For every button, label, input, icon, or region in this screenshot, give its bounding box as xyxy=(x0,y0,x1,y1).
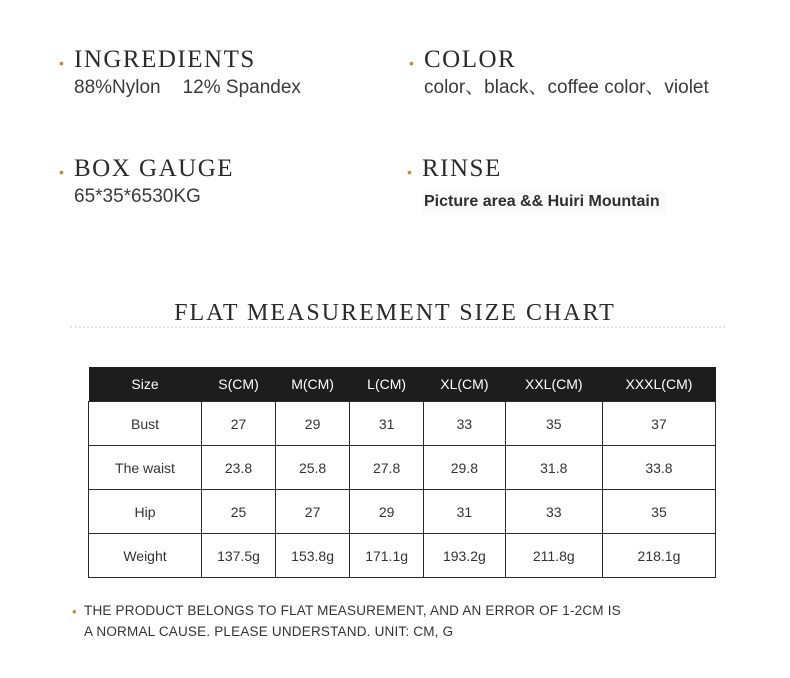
measurement-note xyxy=(72,600,644,642)
table-cell: 25 xyxy=(202,490,276,534)
table-cell: 37 xyxy=(602,402,715,446)
size-chart-title: FLAT MEASUREMENT SIZE CHART xyxy=(174,300,616,326)
ingredients-section xyxy=(59,46,374,100)
table-row xyxy=(89,402,716,446)
size-table xyxy=(88,367,716,578)
bullet-dot: • xyxy=(409,55,414,71)
header-cell: S(CM) xyxy=(202,367,276,402)
rinse-heading: RINSE xyxy=(422,155,502,182)
table-row xyxy=(89,534,716,578)
header-cell: L(CM) xyxy=(350,367,424,402)
table-cell: 29 xyxy=(350,490,424,534)
ingredient-nylon: 88%Nylon xyxy=(74,77,161,98)
box-gauge-value: 65*35*6530KG xyxy=(74,186,201,207)
table-cell: 33 xyxy=(424,402,506,446)
row-label: The waist xyxy=(89,446,202,490)
table-cell: 35 xyxy=(505,402,602,446)
row-label: Weight xyxy=(89,534,202,578)
title-divider xyxy=(70,326,725,328)
table-row xyxy=(89,446,716,490)
table-cell: 153.8g xyxy=(276,534,350,578)
header-cell: XXL(CM) xyxy=(505,367,602,402)
table-cell: 27 xyxy=(202,402,276,446)
rinse-value: Picture area && Huiri Mountain xyxy=(422,191,666,213)
ingredients-value xyxy=(74,76,374,100)
row-label: Hip xyxy=(89,490,202,534)
table-cell: 29 xyxy=(276,402,350,446)
table-cell: 171.1g xyxy=(350,534,424,578)
box-gauge-section xyxy=(59,155,374,209)
note-line-2: A NORMAL CAUSE. PLEASE UNDERSTAND. UNIT: CM, G xyxy=(84,624,454,639)
header-cell: M(CM) xyxy=(276,367,350,402)
ingredients-heading: INGREDIENTS xyxy=(74,46,256,73)
box-gauge-heading: BOX GAUGE xyxy=(74,155,235,182)
bullet-dot: • xyxy=(59,55,64,71)
table-cell: 25.8 xyxy=(276,446,350,490)
table-cell: 31 xyxy=(424,490,506,534)
bullet-dot: • xyxy=(59,164,64,180)
rinse-section xyxy=(407,155,722,213)
table-cell: 35 xyxy=(602,490,715,534)
bullet-dot: • xyxy=(72,604,77,619)
bullet-dot: • xyxy=(407,164,412,180)
table-row xyxy=(89,490,716,534)
table-cell: 27.8 xyxy=(350,446,424,490)
row-label: Bust xyxy=(89,402,202,446)
header-cell: XL(CM) xyxy=(424,367,506,402)
table-cell: 33 xyxy=(505,490,602,534)
table-cell: 27 xyxy=(276,490,350,534)
color-section xyxy=(409,46,724,100)
note-line-1: THE PRODUCT BELONGS TO FLAT MEASUREMENT, AND AN ERROR OF 1-2CM IS xyxy=(84,603,621,618)
header-cell: Size xyxy=(89,367,202,402)
table-cell: 33.8 xyxy=(602,446,715,490)
table-cell: 137.5g xyxy=(202,534,276,578)
table-cell: 211.8g xyxy=(505,534,602,578)
table-header-row xyxy=(89,367,716,402)
table-cell: 31.8 xyxy=(505,446,602,490)
table-cell: 218.1g xyxy=(602,534,715,578)
color-value: color、black、coffee color、violet xyxy=(424,77,709,98)
ingredient-spandex: 12% Spandex xyxy=(182,77,301,98)
color-heading: COLOR xyxy=(424,46,517,73)
table-cell: 29.8 xyxy=(424,446,506,490)
header-cell: XXXL(CM) xyxy=(602,367,715,402)
table-cell: 23.8 xyxy=(202,446,276,490)
table-cell: 193.2g xyxy=(424,534,506,578)
table-cell: 31 xyxy=(350,402,424,446)
